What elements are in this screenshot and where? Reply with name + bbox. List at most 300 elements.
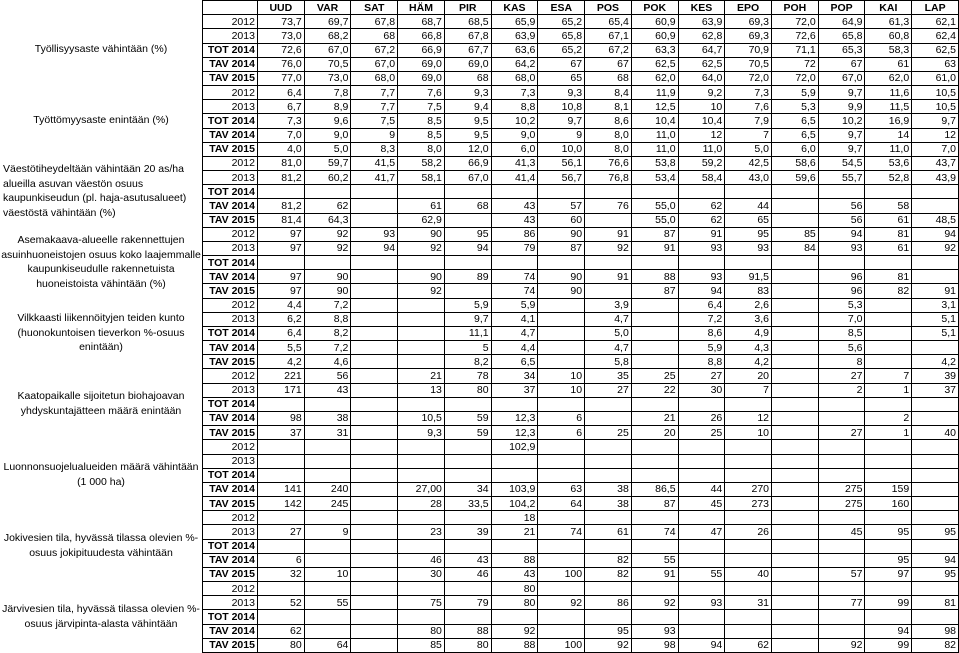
value-cell: 68,5 [444,15,491,29]
table-row [203,426,959,440]
value-cell: 273 [725,497,772,511]
value-cell: 55 [678,567,725,581]
value-cell: 71,1 [772,43,819,57]
value-cell [912,454,959,468]
value-cell: 5,5 [257,341,304,355]
table-row [203,227,959,241]
value-cell [772,468,819,482]
value-cell [398,454,445,468]
table-row [203,185,959,199]
value-cell [351,596,398,610]
value-cell [631,582,678,596]
value-cell [538,539,585,553]
value-cell: 61 [865,57,912,71]
table-row [203,100,959,114]
value-cell [491,468,538,482]
value-cell: 5 [444,341,491,355]
value-cell: 74 [538,525,585,539]
value-cell: 67 [585,57,632,71]
value-cell: 10,0 [538,142,585,156]
value-cell: 9,3 [538,86,585,100]
value-cell: 75 [398,596,445,610]
value-cell: 64,7 [678,43,725,57]
value-cell [491,454,538,468]
value-cell: 4,2 [725,355,772,369]
value-cell [585,440,632,454]
table-row [203,596,959,610]
value-cell: 64,2 [491,57,538,71]
value-cell: 59,2 [678,156,725,170]
value-cell: 8,2 [304,326,351,340]
value-cell [444,539,491,553]
value-cell: 65,9 [491,15,538,29]
value-cell: 64 [538,497,585,511]
value-cell [912,582,959,596]
value-cell: 95 [725,227,772,241]
value-cell: 62,8 [678,29,725,43]
value-cell [444,468,491,482]
value-cell [257,440,304,454]
value-cell: 9,7 [538,114,585,128]
value-cell: 5,9 [678,341,725,355]
value-cell: 62 [304,199,351,213]
indicator-label: Vilkkaasti liikennöityjen teiden kunto (huonokuntoisen tieverkon %-osuus enintään) [17,312,185,354]
value-cell: 81 [912,596,959,610]
value-cell [398,355,445,369]
value-cell: 64,3 [304,213,351,227]
value-cell: 67,0 [304,43,351,57]
value-cell: 160 [865,497,912,511]
value-cell: 69,7 [304,15,351,29]
value-cell [398,397,445,411]
table-row [203,298,959,312]
value-cell: 7,7 [351,86,398,100]
value-cell [351,213,398,227]
value-cell: 103,9 [491,482,538,496]
value-cell: 7,5 [398,100,445,114]
value-cell [491,539,538,553]
value-cell: 97 [865,567,912,581]
value-cell [865,454,912,468]
value-cell: 6,5 [772,114,819,128]
value-cell: 47 [678,525,725,539]
value-cell: 7 [725,383,772,397]
value-cell: 76 [585,199,632,213]
value-cell: 11,0 [631,142,678,156]
value-cell: 10 [304,567,351,581]
value-cell: 67,0 [351,57,398,71]
header-col-9: POK [631,1,678,15]
value-cell [865,185,912,199]
value-cell: 8,5 [398,114,445,128]
value-cell: 4,9 [725,326,772,340]
period-cell: 2012 [203,440,258,454]
value-cell: 11,0 [865,142,912,156]
period-cell: TAV 2015 [203,567,258,581]
value-cell [725,539,772,553]
value-cell: 221 [257,369,304,383]
value-cell: 61 [398,199,445,213]
value-cell: 88 [491,553,538,567]
value-cell: 9 [351,128,398,142]
value-cell: 74 [491,270,538,284]
value-cell [257,610,304,624]
value-cell: 67 [818,57,865,71]
value-cell: 9,7 [818,86,865,100]
period-cell: 2012 [203,227,258,241]
value-cell: 68,2 [304,29,351,43]
value-cell [818,553,865,567]
value-cell: 45 [678,497,725,511]
table-row [203,71,959,85]
value-cell [585,397,632,411]
table-row [203,312,959,326]
header-col-12: POH [772,1,819,15]
value-cell [772,482,819,496]
value-cell: 7,9 [725,114,772,128]
value-cell: 59 [444,426,491,440]
value-cell: 8 [818,355,865,369]
value-cell [725,397,772,411]
value-cell [444,284,491,298]
value-cell: 92 [585,241,632,255]
value-cell: 65,3 [818,43,865,57]
value-cell [351,312,398,326]
value-cell: 7,0 [257,128,304,142]
table-row [203,86,959,100]
value-cell [725,624,772,638]
value-cell: 67,8 [444,29,491,43]
value-cell: 40 [912,426,959,440]
value-cell: 27 [257,525,304,539]
value-cell: 89 [444,270,491,284]
value-cell: 62,1 [912,15,959,29]
value-cell [585,185,632,199]
value-cell [818,397,865,411]
value-cell: 96 [818,270,865,284]
value-cell: 9,3 [398,426,445,440]
value-cell [772,397,819,411]
value-cell: 41,7 [351,171,398,185]
value-cell: 65,8 [818,29,865,43]
value-cell: 40 [725,567,772,581]
value-cell: 13 [398,383,445,397]
value-cell: 5,6 [818,341,865,355]
value-cell: 99 [865,638,912,652]
value-cell: 61,3 [865,15,912,29]
value-cell: 6,0 [491,142,538,156]
value-cell [772,553,819,567]
value-cell: 22 [631,383,678,397]
value-cell [725,610,772,624]
value-cell [818,539,865,553]
value-cell: 10,2 [818,114,865,128]
value-cell [772,582,819,596]
value-cell [398,511,445,525]
table-row [203,511,959,525]
value-cell: 60,9 [631,15,678,29]
value-cell [257,468,304,482]
value-cell: 62 [678,199,725,213]
value-cell [631,312,678,326]
value-cell: 7 [725,128,772,142]
value-cell: 35 [585,369,632,383]
value-cell [772,440,819,454]
value-cell: 34 [491,369,538,383]
value-cell [865,312,912,326]
value-cell [491,185,538,199]
value-cell: 6,4 [678,298,725,312]
value-cell: 59 [444,411,491,425]
value-cell: 25 [678,426,725,440]
value-cell [772,256,819,270]
value-cell: 95 [912,525,959,539]
value-cell [678,256,725,270]
value-cell: 68,0 [491,71,538,85]
header-col-10: KES [678,1,725,15]
value-cell: 9,7 [444,312,491,326]
value-cell [912,397,959,411]
value-cell [351,355,398,369]
value-cell: 80 [491,582,538,596]
value-cell: 25 [631,369,678,383]
value-cell: 12,0 [444,142,491,156]
value-cell [772,497,819,511]
value-cell: 93 [725,241,772,255]
period-cell: TOT 2014 [203,326,258,340]
value-cell: 10,4 [631,114,678,128]
header-col-14: KAI [865,1,912,15]
value-cell: 68 [444,199,491,213]
period-cell: 2012 [203,511,258,525]
value-cell: 5,0 [304,142,351,156]
value-cell: 99 [865,596,912,610]
value-cell [818,624,865,638]
value-cell: 59,7 [304,156,351,170]
value-cell: 81 [865,270,912,284]
value-cell [912,468,959,482]
value-cell: 91 [631,241,678,255]
indicator-label: Väestötiheydeltään vähintään 20 as/ha alueilla asuvan väestön osuus kaupunkiseudun (pl. haja-asutusalueet) väestöstä vähintään (%) [3,163,187,219]
value-cell [585,284,632,298]
value-cell: 88 [631,270,678,284]
value-cell: 4,4 [257,298,304,312]
value-cell [351,482,398,496]
value-cell: 90 [538,284,585,298]
value-cell: 76,8 [585,171,632,185]
value-cell: 92 [912,241,959,255]
value-cell: 68 [444,71,491,85]
value-cell [865,326,912,340]
value-cell: 104,2 [491,497,538,511]
value-cell [538,326,585,340]
value-cell: 11,0 [678,142,725,156]
value-cell: 41,4 [491,171,538,185]
value-cell: 6 [257,553,304,567]
value-cell: 92 [538,596,585,610]
value-cell [398,468,445,482]
value-cell: 60,8 [865,29,912,43]
value-cell: 88 [444,624,491,638]
value-cell: 11,0 [631,128,678,142]
value-cell: 86 [585,596,632,610]
value-cell: 8,8 [491,100,538,114]
value-cell: 80 [444,638,491,652]
value-cell: 8,5 [818,326,865,340]
value-cell: 28 [398,497,445,511]
table-row [203,213,959,227]
value-cell: 66,9 [444,156,491,170]
value-cell: 8,0 [398,142,445,156]
value-cell: 73,0 [257,29,304,43]
value-cell [865,440,912,454]
value-cell [865,355,912,369]
table-row [203,553,959,567]
value-cell: 11,9 [631,86,678,100]
value-cell [538,610,585,624]
value-cell: 96 [818,284,865,298]
value-cell: 7,3 [491,86,538,100]
value-cell [444,185,491,199]
value-cell: 9,7 [818,142,865,156]
value-cell: 56,7 [538,171,585,185]
period-cell: 2013 [203,383,258,397]
value-cell: 98 [257,411,304,425]
header-col-1: UUD [257,1,304,15]
value-cell [585,454,632,468]
value-cell: 77 [818,596,865,610]
value-cell: 76,0 [257,57,304,71]
value-cell: 10 [538,369,585,383]
table-row [203,270,959,284]
value-cell: 2 [865,411,912,425]
value-cell [304,397,351,411]
value-cell: 10 [725,426,772,440]
value-cell: 63,9 [678,15,725,29]
value-cell: 9,0 [491,128,538,142]
value-cell: 91 [678,227,725,241]
value-cell: 275 [818,497,865,511]
value-cell: 6,2 [257,312,304,326]
period-cell: TOT 2014 [203,468,258,482]
value-cell [912,482,959,496]
value-cell [865,582,912,596]
value-cell: 65 [725,213,772,227]
value-cell [257,256,304,270]
value-cell [304,440,351,454]
value-cell [678,511,725,525]
period-cell: TOT 2014 [203,610,258,624]
value-cell: 67,8 [351,15,398,29]
period-cell: 2013 [203,312,258,326]
value-cell: 21 [631,411,678,425]
value-cell: 62 [257,624,304,638]
value-cell [351,185,398,199]
value-cell: 16,9 [865,114,912,128]
value-cell: 72,0 [772,15,819,29]
value-cell: 73,7 [257,15,304,29]
value-cell: 10 [538,383,585,397]
value-cell: 79 [444,596,491,610]
value-cell: 94 [865,624,912,638]
table-row [203,57,959,71]
value-cell: 93 [678,270,725,284]
value-cell: 10,8 [538,100,585,114]
value-cell: 44 [725,199,772,213]
value-cell: 27,00 [398,482,445,496]
value-cell [351,440,398,454]
value-cell [678,539,725,553]
value-cell: 61,0 [912,71,959,85]
value-cell: 72,6 [772,29,819,43]
value-cell [725,454,772,468]
value-cell [398,440,445,454]
table-row [203,610,959,624]
value-cell: 9,5 [444,114,491,128]
value-cell: 94 [351,241,398,255]
value-cell: 240 [304,482,351,496]
value-cell [678,468,725,482]
value-cell: 57 [818,567,865,581]
value-cell: 43,0 [725,171,772,185]
value-cell: 95 [444,227,491,241]
value-cell [304,539,351,553]
value-cell: 58,2 [398,156,445,170]
value-cell [772,411,819,425]
value-cell: 69,0 [398,57,445,71]
value-cell [351,383,398,397]
value-cell [538,341,585,355]
period-cell: TAV 2015 [203,142,258,156]
value-cell: 63,3 [631,43,678,57]
value-cell: 10,5 [398,411,445,425]
value-cell [912,256,959,270]
value-cell [865,468,912,482]
value-cell: 64 [304,638,351,652]
value-cell: 85 [398,638,445,652]
value-cell: 9,5 [444,128,491,142]
value-cell: 87 [631,284,678,298]
value-cell: 12,3 [491,426,538,440]
value-cell: 4,2 [257,355,304,369]
value-cell: 5,1 [912,312,959,326]
value-cell: 9,2 [678,86,725,100]
value-cell [351,582,398,596]
value-cell [818,454,865,468]
value-cell: 38 [585,482,632,496]
value-cell: 59,6 [772,171,819,185]
value-cell: 26 [725,525,772,539]
value-cell [631,610,678,624]
value-cell [865,539,912,553]
value-cell [865,511,912,525]
header-col-11: EPO [725,1,772,15]
value-cell: 70,5 [304,57,351,71]
period-cell: TOT 2014 [203,397,258,411]
value-cell [444,454,491,468]
value-cell: 81,4 [257,213,304,227]
value-cell [585,213,632,227]
value-cell [725,553,772,567]
value-cell: 6,5 [772,128,819,142]
value-cell: 90 [398,270,445,284]
value-cell [678,610,725,624]
value-cell: 5,9 [491,298,538,312]
value-cell: 8,5 [398,128,445,142]
value-cell: 68 [585,71,632,85]
value-cell: 94 [912,227,959,241]
value-cell: 93 [818,241,865,255]
